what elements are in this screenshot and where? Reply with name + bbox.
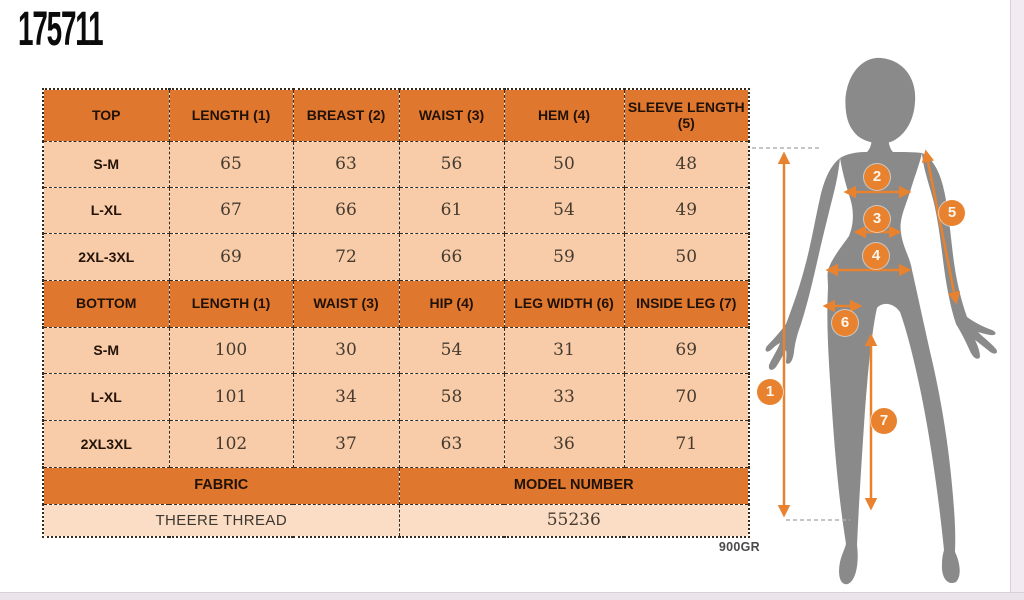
- header-cell-waist: WAIST (3): [293, 280, 399, 327]
- size-label-cell: 2XL3XL: [43, 420, 169, 467]
- footer-value-row: [43, 504, 749, 537]
- measurement-cell: 54: [399, 327, 504, 373]
- header-cell-length: LENGTH (1): [169, 89, 293, 141]
- measurement-cell: 34: [293, 373, 399, 420]
- measurement-cell: 100: [169, 327, 293, 373]
- header-cell-leg-width: LEG WIDTH (6): [504, 280, 624, 327]
- header-cell-sleeve-length: SLEEVE LENGTH (5): [624, 89, 749, 141]
- marker-5: 5: [939, 200, 965, 226]
- measurement-cell: 54: [504, 187, 624, 233]
- measurement-cell: 49: [624, 187, 749, 233]
- measurement-cell: 50: [504, 141, 624, 187]
- table-row: [43, 187, 749, 233]
- page-right-margin: [1010, 0, 1024, 592]
- product-code: 175711: [18, 3, 103, 56]
- header-cell-length: LENGTH (1): [169, 280, 293, 327]
- measurement-cell: 36: [504, 420, 624, 467]
- fabric-value-cell: THEERE THREAD: [43, 504, 399, 537]
- size-label-cell: 2XL-3XL: [43, 233, 169, 280]
- measurement-cell: 58: [399, 373, 504, 420]
- silhouette-head: [845, 58, 915, 143]
- measurement-figure: [750, 40, 1020, 590]
- measurement-cell: 101: [169, 373, 293, 420]
- model-number-cell: 55236: [399, 504, 749, 537]
- header-cell-model-number: MODEL NUMBER: [399, 467, 749, 504]
- header-cell-inside-leg: INSIDE LEG (7): [624, 280, 749, 327]
- measurement-cell: 66: [399, 233, 504, 280]
- measurement-cell: 70: [624, 373, 749, 420]
- measurement-cell: 72: [293, 233, 399, 280]
- measurement-cell: 56: [399, 141, 504, 187]
- top-header-row: [43, 89, 749, 141]
- measurement-cell: 30: [293, 327, 399, 373]
- measurement-cell: 67: [169, 187, 293, 233]
- size-chart-table: [42, 88, 750, 538]
- header-cell-breast: BREAST (2): [293, 89, 399, 141]
- measurement-cell: 48: [624, 141, 749, 187]
- marker-1: 1: [757, 379, 783, 405]
- measurement-cell: 69: [169, 233, 293, 280]
- size-label-cell: S-M: [43, 327, 169, 373]
- footer-header-row: [43, 467, 749, 504]
- size-label-cell: L-XL: [43, 373, 169, 420]
- measurement-cell: 102: [169, 420, 293, 467]
- measurement-cell: 69: [624, 327, 749, 373]
- header-cell-hem: HEM (4): [504, 89, 624, 141]
- measurement-cell: 63: [399, 420, 504, 467]
- page-bottom-margin: [0, 592, 1024, 600]
- measurement-cell: 61: [399, 187, 504, 233]
- measurement-cell: 33: [504, 373, 624, 420]
- size-label-cell: S-M: [43, 141, 169, 187]
- marker-7: 7: [871, 408, 897, 434]
- header-cell-top: TOP: [43, 89, 169, 141]
- measurement-cell: 65: [169, 141, 293, 187]
- header-cell-hip: HIP (4): [399, 280, 504, 327]
- header-cell-fabric: FABRIC: [43, 467, 399, 504]
- measurement-cell: 66: [293, 187, 399, 233]
- measurement-cell: 37: [293, 420, 399, 467]
- woman-silhouette: [766, 58, 997, 584]
- header-cell-waist: WAIST (3): [399, 89, 504, 141]
- marker-3: 3: [864, 206, 890, 232]
- size-label-cell: L-XL: [43, 187, 169, 233]
- table-row: [43, 420, 749, 467]
- table-row: [43, 373, 749, 420]
- marker-6: 6: [832, 310, 858, 336]
- measurement-cell: 31: [504, 327, 624, 373]
- measurement-cell: 50: [624, 233, 749, 280]
- header-cell-bottom: BOTTOM: [43, 280, 169, 327]
- weight-note: 900GR: [718, 540, 760, 554]
- measurement-cell: 63: [293, 141, 399, 187]
- measurement-cell: 71: [624, 420, 749, 467]
- table-row: [43, 327, 749, 373]
- marker-4: 4: [863, 243, 889, 269]
- table-row: [43, 141, 749, 187]
- measurement-cell: 59: [504, 233, 624, 280]
- table-row: [43, 233, 749, 280]
- arrow-sleeve-5: [926, 152, 956, 302]
- marker-2: 2: [864, 164, 890, 190]
- bottom-header-row: [43, 280, 749, 327]
